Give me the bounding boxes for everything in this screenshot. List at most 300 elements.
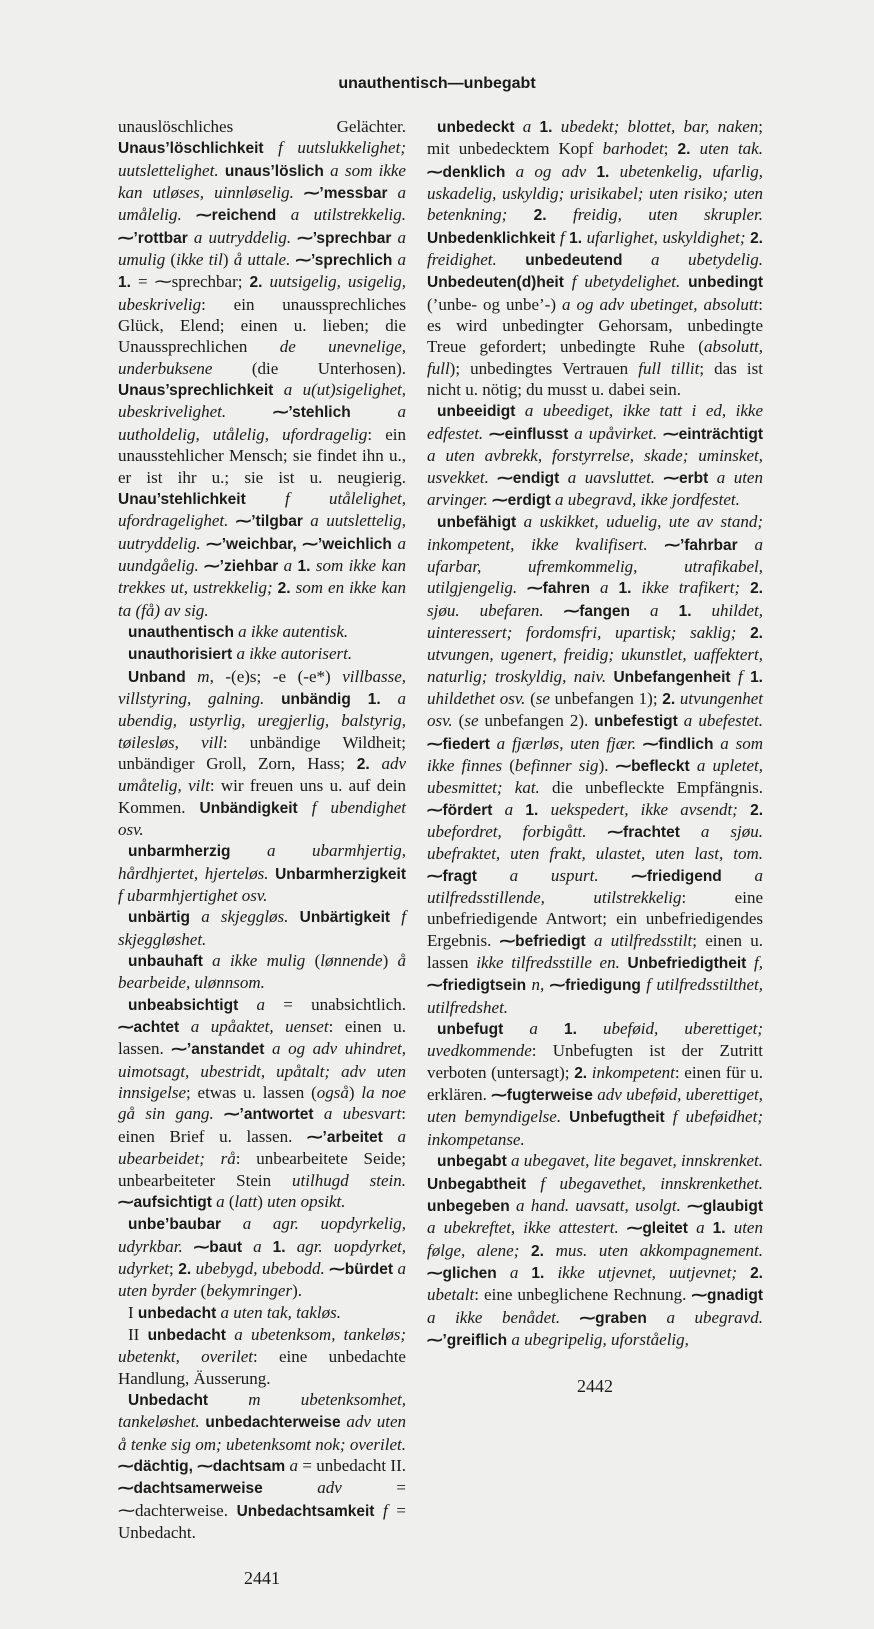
translation-text: a ikke autentisk. <box>233 621 349 641</box>
translation-text: sjøu. ubefaren. <box>427 600 564 620</box>
example-text: ; <box>663 139 678 159</box>
translation-text: a og adv uhindret, uimotsagt, ubestridt, upåtalt; adv uten innsigelse <box>118 1039 407 1103</box>
translation-text: a ubearbeidet; rå <box>118 1126 407 1169</box>
example-text: ; <box>168 1258 179 1278</box>
headword: 1. <box>750 668 763 686</box>
example-text: = unbedacht II. <box>298 1455 406 1475</box>
headword: Unbändigkeit <box>199 799 298 817</box>
headword: ⁓’greiflich <box>427 1331 508 1349</box>
example-text: = ⁓sprechbar; <box>130 272 250 292</box>
example-text: ( <box>314 951 321 971</box>
example-text: : eine unbefriedigende Antwort; ein unbefriedigendes Ergebnis. <box>427 888 763 950</box>
headword: Unau’stehlichkeit <box>118 490 246 508</box>
translation-text: a ubeediget, ikke tatt i ed, ikke edfestet. <box>427 401 763 443</box>
headword: ⁓einträchtigt <box>663 425 763 443</box>
translation-text: a og adv ubetinget, absolutt <box>562 294 759 314</box>
example-text: : eine unbedachte Handlung, Äusserung. <box>118 1347 406 1388</box>
example-text: (die Unterhosen). <box>212 358 406 378</box>
translation-text: ubebygd, ubebodd. <box>191 1258 330 1278</box>
headword: ⁓’sprechlich <box>295 252 393 270</box>
translation-text: a <box>392 250 407 270</box>
page-number-right: 2442 <box>577 1376 613 1397</box>
translation-text: se <box>464 711 479 731</box>
translation-text: f ubeføidhet; inkompetanse. <box>427 1107 763 1149</box>
translation-text: a som ikke kan utløses, uinnløselig. <box>118 160 406 203</box>
translation-text: som en ikke kan ta (få) av sig. <box>118 578 407 620</box>
headword: unbegeben <box>427 1197 510 1215</box>
headword: 2. <box>356 755 370 773</box>
headword: Unbarmherzigkeit <box>275 865 406 883</box>
translation-text: a <box>242 1236 273 1256</box>
translation-text: villbasse, villstyring, galning. <box>118 666 407 708</box>
headword: 1. <box>678 602 692 620</box>
headword: Unaus’löschlichkeit <box>118 140 264 158</box>
running-header: unauthentisch—unbegabt <box>338 75 536 92</box>
translation-text: uten tak. <box>690 139 763 159</box>
headword: ⁓findlich <box>642 735 714 753</box>
translation-text: n, <box>526 975 550 995</box>
headword: unbärtig <box>128 909 190 927</box>
translation-text: ikke utjevnet, uutjevnet; <box>544 1262 751 1282</box>
translation-text: mus. uten akkompagnement. <box>543 1240 764 1260</box>
translation-text: agr. uopdyrket, udyrket <box>118 1236 406 1278</box>
headword: 1. <box>297 557 311 575</box>
headword: 1. <box>118 274 131 292</box>
headword: unbefugt <box>437 1021 504 1039</box>
headword: 1. <box>618 580 632 598</box>
translation-text: ikke til <box>176 250 223 270</box>
translation-text: a uskikket, uduelig, ute av stand; inkompetent, ikke kvalifisert. <box>427 512 763 554</box>
translation-text: f utilfredsstilthet, utilfredshet. <box>427 975 763 1017</box>
headword: unaus’löslich <box>224 162 324 180</box>
headword: Unbefugtheit <box>569 1109 665 1127</box>
dictionary-entry <box>118 1213 406 1301</box>
dictionary-entry <box>118 994 406 1213</box>
headword: ⁓bürdet <box>329 1260 394 1278</box>
headword: 2. <box>750 229 763 247</box>
headword: 1. <box>569 229 583 247</box>
translation-text: lønnende <box>320 951 383 971</box>
headword: unbedacht <box>137 1304 217 1322</box>
headword: Unbefangenheit <box>613 668 731 686</box>
translation-text: f ubendighet osv. <box>118 797 406 839</box>
translation-text: a utilstrekkelig. <box>276 205 406 225</box>
dictionary-entry <box>118 1324 406 1389</box>
headword: ⁓graben <box>579 1309 647 1327</box>
headword: Unbedachtsamkeit <box>236 1502 375 1520</box>
example-text: unbefangen 1); <box>549 688 663 708</box>
translation-text: se <box>535 688 550 708</box>
headword: unbedachterweise <box>205 1414 341 1432</box>
translation-text: full tillit <box>638 358 700 378</box>
example-text: ) <box>382 951 398 971</box>
translation-text: m <box>185 666 210 686</box>
headword: Unbedeuten(d)heit <box>427 274 564 292</box>
headword: unbedeutend <box>525 252 623 270</box>
dictionary-entry <box>118 116 406 621</box>
translation-text: a upåaktet, uenset <box>179 1017 329 1037</box>
headword: 2. <box>531 1242 544 1260</box>
left-column-entries <box>118 116 406 1543</box>
headword: unbarmherzig <box>128 843 231 861</box>
translation-text: a <box>238 994 265 1014</box>
example-text: ( <box>458 711 465 731</box>
example-text: unbefangen 2). <box>478 711 595 731</box>
headword: unbefähigt <box>437 514 517 532</box>
headword: unauthorisiert <box>128 646 233 664</box>
translation-text: uekspedert, ikke avsendt; <box>538 799 751 819</box>
translation-text: absolutt, full <box>427 337 763 378</box>
headword: ⁓fugterweise <box>491 1087 593 1105</box>
headword: ⁓einflusst <box>489 425 569 443</box>
example-text: : unbearbeitete Seide; unbearbeiteter Stein <box>118 1149 406 1190</box>
headword: Unbärtigkeit <box>299 909 391 927</box>
headword: 1. <box>712 1220 726 1238</box>
translation-text: f <box>555 227 570 247</box>
translation-text: a sjøu. ubefraktet, uten frakt, ulastet, uten last, tom. <box>427 822 763 864</box>
headword: ⁓erdigt <box>492 491 551 509</box>
headword: ⁓friedigung <box>549 977 641 995</box>
translation-text: ubedekt; blottet, bar, naken <box>552 117 759 136</box>
example-text: : Unbefugten ist der Zutritt verboten (untersagt); <box>427 1041 763 1082</box>
example-text: ( <box>530 688 536 708</box>
example-text: = Unbedacht. <box>118 1500 406 1542</box>
example-text: = unabsichtlich. <box>265 994 407 1014</box>
headword: Unband <box>128 668 186 686</box>
translation-text: ikke trafikert; <box>631 578 751 598</box>
translation-text: a uundgåelig. <box>118 533 406 575</box>
translation-text: utvungenhet osv. <box>427 688 764 731</box>
headword: 2. <box>178 1260 192 1278</box>
translation-text: a hand. uavsatt, usolgt. <box>509 1195 688 1215</box>
translation-text: a uspurt. <box>476 865 632 885</box>
headword: ⁓’rottbar <box>118 229 188 247</box>
dictionary-entry <box>118 950 406 994</box>
translation-text: som ikke kan trekkes ut, ustrekkelig; <box>118 555 406 598</box>
translation-text: de unevnelige, underbuksene <box>118 337 406 378</box>
example-text: (’unbe- og unbe’-) <box>427 294 562 314</box>
translation-text: å uttale. <box>233 250 296 270</box>
translation-text: a ubendig, ustyrlig, uregjerlig, balstyrig, tøilesløs, vill <box>118 688 407 752</box>
headword: ⁓reichend <box>196 207 277 225</box>
example-text: ) <box>222 250 234 270</box>
headword: Unbegabtheit <box>427 1175 527 1193</box>
example-text: ). <box>598 755 616 775</box>
translation-text: f, <box>746 953 764 973</box>
example-text: ( <box>228 1191 235 1211</box>
headword: Unbefriedigtheit <box>627 955 747 973</box>
headword: 1. <box>531 1264 545 1282</box>
translation-text: adv ubeføid, uberettiget, uten bemyndigelse. <box>427 1085 763 1127</box>
translation-text: a uten tak, takløs. <box>216 1302 341 1322</box>
translation-text: a <box>492 799 526 819</box>
example-text: : ein unausstehlicher Mensch; sie findet ihn u., er ist ihr u.; sie ist u. neugierig. <box>118 424 406 487</box>
headword: ⁓fangen <box>563 602 631 620</box>
translation-text: freidighet. <box>427 250 526 270</box>
dictionary-entry <box>427 1018 763 1150</box>
translation-text: a ubarmhjertig, hårdhjertet, hjerteløs. <box>118 841 406 883</box>
translation-text: f <box>730 666 751 686</box>
example-text: ). <box>292 1281 302 1301</box>
translation-text: a ubetenksom, tankeløs; ubetenkt, overilet <box>118 1324 406 1367</box>
example-text: I <box>128 1302 138 1322</box>
dictionary-entry <box>118 1302 406 1324</box>
translation-text: a ikke benådet. <box>427 1307 580 1327</box>
headword: ⁓’ziehbar <box>204 557 279 575</box>
translation-text: a skjeggløs. <box>190 907 300 927</box>
translation-text: a ubegravd, ikke jordfestet. <box>550 489 740 509</box>
translation-text: a uavsluttet. <box>559 467 664 487</box>
headword: ⁓gnadigt <box>691 1287 763 1305</box>
example-text: : ein unaussprechliches Glück, Elend; einen u. lieben; die Unaussprechlichen <box>118 294 406 357</box>
translation-text: adv <box>262 1478 342 1498</box>
dictionary-entry <box>118 1389 406 1543</box>
headword: ⁓’stehlich <box>272 404 351 422</box>
headword: ⁓aufsichtigt <box>118 1193 212 1211</box>
headword: unauthentisch <box>128 623 234 641</box>
example-text: ( <box>200 1281 207 1301</box>
translation-text: a uten byrder <box>118 1258 407 1301</box>
example-text: , -(e)s; -e (-e*) <box>209 666 343 686</box>
headword: ⁓’sprechbar <box>297 229 392 247</box>
translation-text: a ufarbar, ufremkommelig, utrafikabel, utilgjengelig. <box>427 534 763 598</box>
translation-text: a <box>278 555 298 575</box>
headword: ⁓fördert <box>427 801 493 819</box>
translation-text: a fjærløs, uten fjær. <box>489 733 643 753</box>
headword: ⁓endigt <box>497 469 560 487</box>
headword: Unaus’sprechlichkeit <box>118 382 274 400</box>
translation-text: freidig, uten skrupler. <box>546 205 763 225</box>
example-text: : eine unbeglichene Rechnung. <box>474 1285 692 1305</box>
headword: unbefestigt <box>594 713 678 731</box>
translation-text: bekymringer <box>206 1281 293 1301</box>
headword: Unbedacht <box>128 1391 209 1409</box>
headword: ⁓fragt <box>427 867 477 885</box>
headword: ⁓baut <box>193 1238 242 1256</box>
example-text: ) <box>348 1083 362 1103</box>
example-text: : einen u. lassen. <box>118 1017 406 1059</box>
translation-text: f utålelighet, ufordragelighet. <box>118 488 406 531</box>
translation-text: a ubegravd. <box>646 1307 763 1327</box>
translation-text: uten følge, alene; <box>427 1218 763 1260</box>
headword: ⁓fiedert <box>427 735 490 753</box>
headword: ⁓dachtsamerweise <box>118 1480 263 1498</box>
headword: ⁓friedigend <box>631 867 722 885</box>
translation-text: også <box>316 1083 349 1103</box>
translation-text: uhildet, uinteressert; fordomsfri, upartisk; saklig; <box>427 600 764 642</box>
headword: ⁓friedigtsein <box>427 977 527 995</box>
translation-text: a ubegripelig, uforståelig, <box>507 1329 689 1349</box>
translation-text: ikke tilfredsstille en. <box>476 953 628 973</box>
translation-text: a <box>630 600 679 620</box>
headword: unbauhaft <box>128 953 203 971</box>
headword: ⁓befleckt <box>615 757 690 775</box>
translation-text: a uutryddelig. <box>187 227 298 247</box>
translation-text: ubeføid, uberettiget; uvedkommende <box>427 1019 763 1061</box>
headword: 2. <box>750 624 763 642</box>
dictionary-entry <box>427 511 763 1018</box>
translation-text: a upletet, ubesmittet; kat. <box>427 755 764 798</box>
translation-text: f ubetydelighet. <box>563 272 689 292</box>
example-text: die unbefleckte Empfängnis. <box>539 778 763 798</box>
translation-text: a uutslettelig, uutryddelig. <box>118 511 406 553</box>
translation-text: a agr. uopdyrkelig, udyrkbar. <box>118 1214 406 1256</box>
translation-text: a ubegavet, lite begavet, innskrenket. <box>506 1151 763 1171</box>
translation-text: a uten arvinger. <box>427 467 763 509</box>
headword: ⁓fahren <box>527 580 591 598</box>
translation-text: f skjeggløshet. <box>118 907 406 949</box>
headword: ⁓glichen <box>427 1264 497 1282</box>
headword: ⁓’fahrbar <box>664 536 738 554</box>
example-text: II <box>128 1324 148 1344</box>
translation-text: a <box>211 1191 229 1211</box>
translation-text: inkompetent <box>587 1062 675 1082</box>
translation-text: a uutholdelig, utålelig, ufordragelig <box>118 402 406 444</box>
translation-text: adv umåtelig, vilt <box>118 753 406 796</box>
dictionary-entry <box>118 666 406 841</box>
example-text: ); unbedingtes Vertrauen <box>449 358 639 378</box>
translation-text: a <box>496 1262 532 1282</box>
example-text: ; mit unbedecktem Kopf <box>427 117 764 159</box>
headword: ⁓’antwortet <box>224 1106 314 1124</box>
left-column <box>118 116 406 1589</box>
headword: unbedingt <box>688 274 763 292</box>
headword: 2. <box>677 141 691 159</box>
headword: 2. <box>662 690 676 708</box>
translation-text: a ubesvart <box>313 1104 402 1124</box>
translation-text: f ubarmhjertighet osv. <box>118 886 268 906</box>
translation-text: f uutslukkelighet; uutslettelighet. <box>118 138 406 180</box>
translation-text: a <box>503 1019 564 1039</box>
translation-text: uten opsikt. <box>267 1191 346 1211</box>
example-text: : es wird unbedingter Gehorsam, unbedingte Treue gefordert; unbedingte Ruhe ( <box>427 294 763 357</box>
translation-text: a upåvirket. <box>568 423 664 443</box>
translation-text: uhildethet osv. <box>427 688 531 708</box>
headword: ⁓glaubigt <box>687 1197 763 1215</box>
headword: ⁓’weichbar, ⁓’weichlich <box>206 535 392 553</box>
translation-text: a ubefestet. <box>677 711 763 731</box>
headword: 1. <box>596 163 610 181</box>
translation-text: la noe gå sin gang. <box>118 1083 406 1124</box>
headword: 2. <box>574 1064 588 1082</box>
page-number-left: 2441 <box>244 1568 280 1589</box>
headword: 1. <box>539 119 553 136</box>
right-column-entries <box>427 116 763 1351</box>
headword: ⁓’tilgbar <box>235 513 303 531</box>
headword: 1. <box>563 1021 577 1039</box>
right-column <box>427 116 763 1397</box>
headword: ⁓achtet <box>118 1019 180 1037</box>
translation-text: adv uten å tenke sig om; ubetenksomt nok; overilet. <box>118 1412 406 1454</box>
translation-text: a umålelig. <box>118 183 407 225</box>
example-text: : wir freuen uns u. auf dein Kommen. <box>118 776 406 817</box>
dictionary-entry <box>118 906 406 950</box>
translation-text: a umulig <box>118 227 406 270</box>
headword: 1. <box>272 1238 286 1256</box>
translation-text: a <box>590 578 619 598</box>
translation-text: a som ikke finnes <box>427 733 763 775</box>
translation-text: a <box>687 1218 713 1238</box>
dictionary-entry <box>427 400 763 511</box>
headword: unbändig 1. <box>281 690 381 708</box>
example-text: ( <box>509 755 515 775</box>
translation-text: å bearbeide, ulønnsom. <box>118 951 406 993</box>
translation-text: utilhugd stein. <box>292 1170 406 1190</box>
headword: unbeeidigt <box>437 403 516 421</box>
translation-text: uutsigelig, usigelig, ubeskrivelig <box>118 272 406 314</box>
headword: ⁓’anstandet <box>171 1041 265 1059</box>
translation-text: a og adv <box>505 161 597 181</box>
example-text: : einen für u. erklären. <box>427 1062 764 1105</box>
headword: 2. <box>533 207 547 225</box>
translation-text: f <box>374 1500 388 1520</box>
example-text: ) <box>257 1191 268 1211</box>
headword: ⁓’arbeitet <box>307 1128 383 1146</box>
translation-text: ufarlighet, uskyldighet; <box>582 227 751 247</box>
dictionary-entry <box>118 643 406 665</box>
headword: unbedacht <box>147 1326 226 1344</box>
headword: ⁓frachtet <box>607 824 680 841</box>
translation-text: latt <box>234 1191 258 1211</box>
example-text: unauslöschliches Gelächter. <box>118 117 406 136</box>
headword: ⁓dächtig, ⁓dachtsam <box>118 1457 286 1475</box>
headword: unbeabsichtigt <box>128 996 239 1014</box>
translation-text: a ikke autorisert. <box>232 644 353 664</box>
translation-text: m ubetenksomhet, tankeløshet. <box>118 1389 406 1432</box>
dictionary-entry <box>118 840 406 906</box>
headword: unbedeckt <box>437 119 515 136</box>
translation-text: ubefordret, forbigått. <box>427 822 608 841</box>
example-text: : unbändige Wildheit; unbändiger Groll, Zorn, Hass; <box>118 732 406 773</box>
translation-text: a utilfredsstilt <box>585 930 693 950</box>
headword: 2. <box>277 580 291 598</box>
translation-text: a <box>514 117 540 136</box>
translation-text: ubetenkelig, ufarlig, uskadelig, uskyldig; urisikabel; uten risiko; uten betenkning; <box>427 161 764 225</box>
headword: 1. <box>525 801 539 819</box>
translation-text: a utilfredsstillende, utilstrekkelig <box>427 865 763 908</box>
headword: ⁓gleitet <box>626 1220 688 1238</box>
headword: 2. <box>750 801 764 819</box>
example-text: ; das ist nicht u. nötig; du musst u. dabei sein. <box>427 358 763 400</box>
example-text: ( <box>170 250 177 270</box>
translation-text: a ikke mulig <box>202 951 315 971</box>
headword: ⁓erbt <box>663 469 709 487</box>
translation-text: barhodet <box>602 139 664 159</box>
translation-text: utvungen, ugenert, freidig; ukunstlet, uaffektert, naturlig; troskyldig, naiv. <box>427 645 763 686</box>
headword: 2. <box>249 274 263 292</box>
example-text: = ⁓dachterweise. <box>118 1478 407 1520</box>
headword: ⁓befriedigt <box>499 932 586 950</box>
example-text: ; einen u. lassen <box>427 930 763 973</box>
dictionary-entry <box>118 621 406 643</box>
headword: 2. <box>750 1264 763 1282</box>
headword: ⁓denklich <box>427 163 506 181</box>
translation-text: f ubegavethet, innskrenkethet. <box>526 1173 763 1193</box>
translation-text: a ubetydelig. <box>622 250 763 270</box>
translation-text: ubetalt <box>427 1285 475 1305</box>
headword: unbe’baubar <box>128 1216 222 1234</box>
headword: ⁓’messbar <box>303 185 388 203</box>
translation-text: a u(ut)sigelighet, ubeskrivelighet. <box>118 380 406 422</box>
headword: 2. <box>750 580 763 598</box>
translation-text: a <box>285 1455 298 1475</box>
example-text: : einen Brief u. lassen. <box>118 1104 406 1146</box>
dictionary-entry <box>427 116 763 400</box>
headword: unbegabt <box>437 1153 507 1171</box>
dictionary-entry <box>427 1150 763 1351</box>
translation-text: a ubekreftet, ikke attestert. <box>427 1218 627 1238</box>
translation-text: befinner sig <box>514 755 599 775</box>
